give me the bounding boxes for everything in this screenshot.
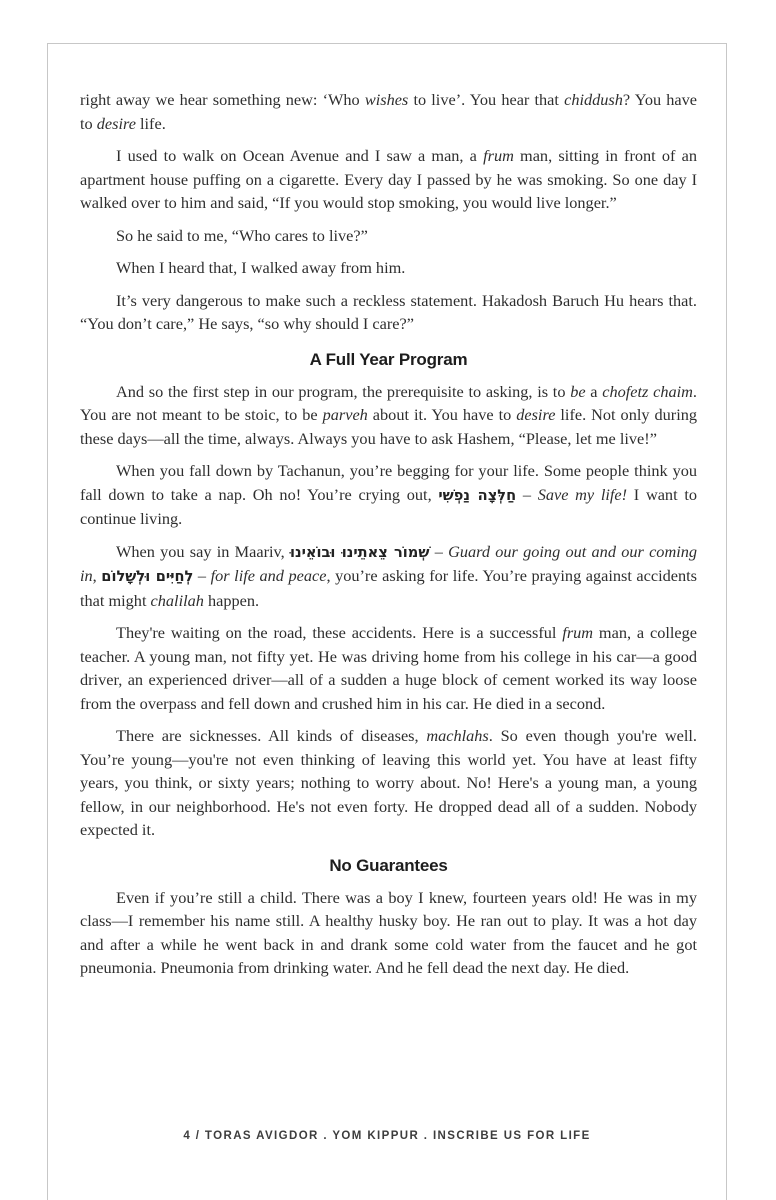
text-run: , you’re asking for life. You’re praying against accidents that might	[80, 566, 697, 610]
book-page	[47, 43, 727, 1200]
italic-text: frum	[562, 623, 594, 642]
text-run: –	[193, 566, 211, 585]
body-paragraph	[80, 88, 697, 135]
text-run: life.	[135, 113, 166, 133]
body-paragraph	[80, 459, 697, 531]
text-run: to live’. You hear that	[408, 90, 565, 109]
text-run: Even if you’re still a child. There was a boy I knew, fourteen years old! He was in my class—I remember his name still. A healthy husky boy. He ran out to play. It was a hot day and after a while he went back in and drank some cold water from the faucet and he got pneumonia. Pneumonia from drinking water. And he fell dead the next day. He died.	[80, 887, 697, 977]
italic-text: desire	[96, 113, 136, 133]
italic-text: be	[570, 381, 586, 401]
text-run: ? You have to	[80, 90, 698, 133]
text-run: When I heard that, I walked away from him.	[116, 258, 406, 277]
text-run: There are sicknesses. All kinds of diseases,	[116, 726, 427, 745]
body-paragraph	[80, 540, 697, 613]
text-run: happen.	[203, 590, 260, 610]
text-run: life. Not only during these days—all the time, always. Always you have to ask Hashem, “Please, let me live!”	[80, 405, 697, 448]
text-run: . You are not meant to be stoic, to be	[80, 381, 697, 424]
text-run: man, sitting in front of an apartment house puffing on a cigarette. Every day I passed by he was smoking. So one day I walked over to him and said, “If you would stop smoking, you would live longer.”	[80, 146, 697, 212]
text-run: right away we hear something new: ‘Who	[80, 90, 365, 109]
text-run: about it. You have to	[367, 405, 517, 424]
text-run: They're waiting on the road, these accidents. Here is a successful	[116, 623, 563, 642]
body-paragraph	[80, 289, 697, 336]
italic-text: chalilah	[150, 590, 204, 610]
italic-text: for life and peace	[210, 566, 327, 585]
text-run: When you fall down by Tachanun, you’re begging for your life. Some people think you fall down to take a nap. Oh no! You’re crying out,	[80, 461, 697, 504]
text-run: –	[516, 484, 538, 504]
italic-text: chofetz chaim	[602, 381, 693, 401]
italic-text: chiddush	[564, 90, 623, 109]
body-paragraph	[80, 144, 697, 215]
body-paragraph	[80, 380, 697, 451]
text-run: So he said to me, “Who cares to live?”	[116, 225, 368, 245]
text-run: It’s very dangerous to make such a reckless statement. Hakadosh Baruch Hu hears that. “You don’t care,” He says, “so why should I care?”	[80, 290, 697, 333]
body-paragraph	[80, 256, 697, 280]
hebrew-text: חַלְּצָה נַפְשִׁי	[438, 486, 517, 504]
text-run: And so the first step in our program, the prerequisite to asking, is to	[116, 381, 571, 401]
page-content	[80, 88, 697, 980]
hebrew-text: לְחַיִּים וּלְשָׁלוֹם	[101, 568, 194, 585]
italic-text: desire	[516, 405, 556, 424]
italic-text: Save my life!	[537, 484, 628, 504]
text-run: a	[585, 381, 603, 401]
italic-text: frum	[483, 146, 514, 165]
italic-text: wishes	[364, 90, 409, 109]
text-run: When you say in Maariv,	[116, 541, 290, 561]
body-paragraph	[80, 886, 697, 980]
body-paragraph	[80, 621, 697, 715]
section-heading: A Full Year Program	[309, 349, 468, 369]
body-paragraph	[80, 224, 697, 248]
text-run: –	[429, 541, 449, 561]
text-run: . So even though you're well. You’re young—you're not even thinking of leaving this world yet. You have at least fifty years, you think, or sixty years; nothing to worry about. No! Here's a young man, a young fellow, in our neighborhood. He's not even forty. He dropped dead all of a sudden. Nobody expected it.	[80, 726, 697, 839]
page-footer: 4 / TORAS AVIGDOR . YOM KIPPUR . INSCRIBE US FOR LIFE	[183, 1130, 591, 1142]
text-run: man, a college teacher. A young man, not fifty yet. He was driving home from his college in his car—a good driver, an experienced driver—all of a sudden a huge block of cement worked its way loose from the overpass and fell down and crushed him in his car. He died in a second.	[80, 623, 697, 713]
body-paragraph	[80, 724, 697, 842]
italic-text: machlahs	[426, 726, 489, 745]
text-run: ,	[92, 566, 102, 585]
text-run: I want to continue living.	[80, 484, 697, 528]
italic-text: Guard our going out and our coming in	[80, 541, 698, 585]
section-heading: No Guarantees	[329, 855, 448, 875]
text-run: I used to walk on Ocean Avenue and I saw a man, a	[116, 146, 484, 165]
hebrew-text: שְׁמוֹר צֵאתֵינוּ וּבוֹאֵינוּ	[289, 543, 430, 561]
italic-text: parveh	[322, 405, 368, 424]
